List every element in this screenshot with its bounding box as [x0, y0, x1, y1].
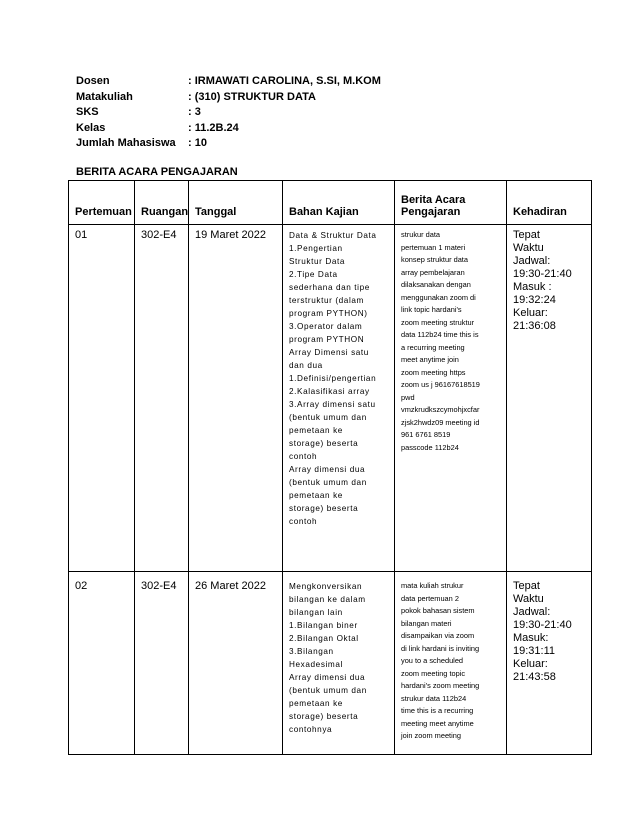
cell-line: 3.Array dimensi satu	[289, 400, 376, 409]
cell-line: contohnya	[289, 725, 333, 734]
cell-berita-acara	[395, 225, 507, 572]
info-row-matakuliah	[76, 90, 381, 106]
cell-line: Array Dimensi satu	[289, 348, 369, 357]
cell-line: data 112b24 time this is	[401, 330, 479, 339]
info-label: Kelas	[76, 121, 106, 134]
info-label: SKS	[76, 106, 99, 118]
section-title: BERITA ACARA PENGAJARAN	[76, 166, 238, 178]
cell-line: 1.Definisi/pengertian	[289, 374, 377, 383]
info-row-dosen	[76, 74, 381, 90]
cell-line: pokok bahasan sistem	[401, 606, 475, 615]
cell-line: zoom us j 96167618519	[401, 380, 480, 389]
cell-line: Struktur Data	[289, 257, 346, 266]
cell-line: program PYTHON)	[289, 309, 368, 318]
cell-line: zoom meeting topic	[401, 668, 466, 678]
cell-tanggal: 19 Maret 2022	[189, 225, 283, 572]
info-label: Jumlah Mahasiswa	[76, 137, 176, 149]
cell-line: pemetaan ke	[289, 426, 343, 435]
cell-tanggal: 26 Maret 2022	[189, 572, 283, 755]
cell-line: 21:43:58	[513, 671, 556, 683]
cell-line: Tepat	[513, 580, 540, 592]
cell-line: bilangan lain	[289, 608, 343, 617]
cell-line: a recurring meeting	[401, 342, 465, 352]
cell-line: contoh	[289, 452, 318, 461]
cell-line: 21:36:08	[513, 320, 556, 332]
cell-line: pertemuan 1 materi	[401, 242, 466, 252]
cell-line: 3.Bilangan	[289, 647, 334, 656]
cell-kehadiran	[507, 225, 592, 572]
header-pertemuan: Pertemuan	[69, 181, 135, 225]
cell-line: zjsk2hwdz09 meeting id	[401, 417, 480, 427]
teaching-table	[68, 180, 592, 755]
cell-line: 3.Operator dalam	[289, 322, 363, 331]
cell-line: mata kuliah strukur	[401, 581, 464, 590]
cell-ruangan: 302-E4	[135, 225, 189, 572]
cell-line: strukur data	[401, 230, 441, 239]
cell-line: (bentuk umum dan	[289, 686, 367, 695]
cell-line: di link hardani is inviting	[401, 643, 480, 653]
header-bahan-kajian: Bahan Kajian	[283, 181, 395, 225]
cell-line: data pertemuan 2	[401, 593, 459, 603]
cell-line: Jadwal:	[513, 606, 551, 618]
cell-line: dilaksanakan dengan	[401, 280, 471, 289]
table-header-row	[69, 181, 592, 225]
cell-line: hardani's zoom meeting	[401, 681, 480, 690]
cell-line: Jadwal:	[513, 255, 551, 267]
header-ruangan: Ruangan	[135, 181, 189, 225]
course-info	[76, 74, 381, 152]
cell-line: link topic hardani's	[401, 305, 462, 314]
info-label: Matakuliah	[76, 90, 133, 103]
info-value: : IRMAWATI CAROLINA, S.SI, M.KOM	[188, 75, 381, 87]
cell-line: konsep struktur data	[401, 255, 468, 264]
cell-line: vmzkrudkszcymohjxcfar	[401, 405, 480, 414]
cell-bahan-kajian	[283, 572, 395, 755]
cell-line: zoom meeting struktur	[401, 317, 475, 327]
cell-line: meeting meet anytime	[401, 718, 474, 728]
cell-line: storage) beserta	[289, 504, 359, 513]
cell-line: Keluar:	[513, 658, 548, 670]
cell-line: you to a scheduled	[401, 656, 464, 665]
cell-line: 1.Pengertian	[289, 244, 343, 253]
cell-line: bilangan materi	[401, 618, 452, 628]
info-row-jumlah	[76, 136, 381, 152]
header-tanggal: Tanggal	[189, 181, 283, 225]
table-row	[69, 225, 592, 572]
info-row-kelas	[76, 121, 381, 137]
header-kehadiran: Kehadiran	[507, 181, 592, 225]
cell-line: Masuk :	[513, 281, 552, 293]
cell-line: Mengkonversikan	[289, 582, 363, 591]
cell-line: 2.Kalasifikasi array	[289, 387, 370, 396]
cell-line: terstruktur (dalam	[289, 296, 364, 305]
cell-line: 961 6761 8519	[401, 430, 451, 439]
cell-line: storage) beserta	[289, 712, 359, 721]
cell-line: menggunakan zoom di	[401, 292, 476, 302]
cell-line: Hexadesimal	[289, 660, 343, 669]
info-value: : 11.2B.24	[188, 121, 239, 134]
cell-line: Keluar:	[513, 307, 548, 319]
cell-line: 2.Bilangan Oktal	[289, 634, 359, 643]
cell-ruangan: 302-E4	[135, 572, 189, 755]
cell-line: bilangan ke dalam	[289, 595, 366, 604]
cell-line: pemetaan ke	[289, 699, 343, 708]
info-row-sks	[76, 105, 381, 121]
cell-kehadiran	[507, 572, 592, 755]
header-berita-acara: Berita Acara Pengajaran	[395, 181, 507, 225]
info-value: : 3	[188, 106, 201, 118]
cell-line: storage) beserta	[289, 439, 359, 448]
cell-line: array pembelajaran	[401, 267, 465, 277]
cell-line: strukur data 112b24	[401, 693, 467, 703]
cell-line: contoh	[289, 517, 318, 526]
cell-line: 2.Tipe Data	[289, 270, 338, 279]
cell-line: Tepat	[513, 229, 540, 241]
cell-line: 19:30-21:40	[513, 268, 572, 280]
cell-line: disampaikan via zoom	[401, 631, 475, 640]
cell-pertemuan: 02	[69, 572, 135, 755]
cell-line: Waktu	[513, 242, 544, 254]
cell-line: pemetaan ke	[289, 491, 343, 500]
cell-line: 19:31:11	[513, 645, 556, 657]
cell-line: meet anytime join	[401, 355, 459, 364]
cell-line: time this is a recurring	[401, 706, 474, 715]
cell-line: sederhana dan tipe	[289, 283, 370, 292]
cell-line: (bentuk umum dan	[289, 413, 367, 422]
cell-line: 1.Bilangan biner	[289, 621, 358, 630]
info-value: : (310) STRUKTUR DATA	[188, 90, 316, 103]
cell-line: zoom meeting https	[401, 367, 466, 377]
cell-pertemuan: 01	[69, 225, 135, 572]
cell-line: 19:30-21:40	[513, 619, 572, 631]
info-label: Dosen	[76, 75, 110, 87]
cell-line: pwd	[401, 392, 415, 402]
cell-line: Array dimensi dua	[289, 673, 366, 682]
table-row	[69, 572, 592, 755]
cell-bahan-kajian	[283, 225, 395, 572]
cell-line: Array dimensi dua	[289, 465, 366, 474]
cell-line: Masuk:	[513, 632, 549, 644]
cell-line: dan dua	[289, 361, 323, 370]
cell-line: passcode 112b24	[401, 442, 459, 452]
cell-line: Data & Struktur Data	[289, 231, 377, 240]
info-value: : 10	[188, 137, 207, 149]
cell-line: (bentuk umum dan	[289, 478, 367, 487]
cell-line: 19:32:24	[513, 294, 556, 306]
cell-berita-acara	[395, 572, 507, 755]
cell-line: join zoom meeting	[401, 731, 461, 740]
cell-line: program PYTHON	[289, 335, 365, 344]
cell-line: Waktu	[513, 593, 544, 605]
